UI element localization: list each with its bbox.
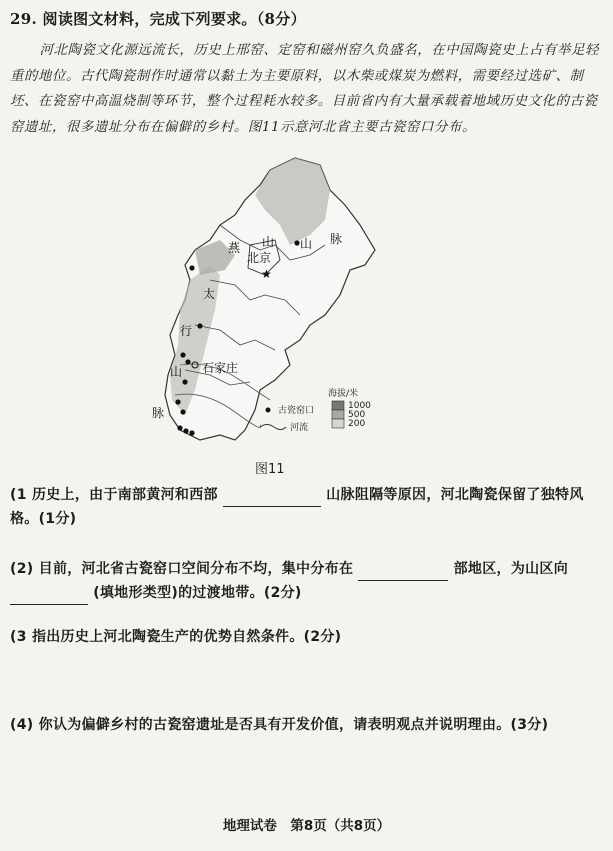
beijing-star: ★ <box>261 267 272 281</box>
sub-question-2-text-b: 部地区，为山区向 <box>453 561 569 577</box>
legend-elevation-title: 海拔/米 <box>328 389 359 399</box>
map-label-shan1: 山 <box>262 235 275 249</box>
question-number: 29. <box>10 10 37 28</box>
question-instruction: 阅读图文材料，完成下列要求。（8分） <box>42 10 306 28</box>
map-label-shan3: 山 <box>170 365 183 379</box>
sub-question-3-number: (3 <box>10 629 27 645</box>
map-label-beijing: 北京 <box>247 251 272 265</box>
sub-question-1 <box>10 483 600 531</box>
legend-kiln: 古瓷窑口 <box>278 406 315 416</box>
kiln-point <box>175 399 180 404</box>
answer-blank-1[interactable] <box>223 488 321 507</box>
answer-area-4[interactable] <box>10 742 600 802</box>
hebei-kiln-map <box>150 150 410 455</box>
map-label-shijiazhuang: 石家庄 <box>202 361 239 375</box>
answer-area-3[interactable] <box>10 652 600 702</box>
sub-question-3 <box>10 625 600 649</box>
map-label-xing: 行 <box>180 324 193 338</box>
sub-question-4 <box>10 713 600 737</box>
kiln-point <box>294 240 299 245</box>
map-label-mai: 脉 <box>330 232 343 246</box>
legend-1000: 1000 <box>348 401 371 411</box>
sub-question-4-number: (4) <box>10 717 34 733</box>
kiln-point <box>183 428 188 433</box>
map-legend <box>260 387 371 433</box>
sub-question-2-text-c: (填地形类型)的过渡地带。(2分) <box>93 585 302 601</box>
sub-question-2 <box>10 557 600 605</box>
map-label-mai2: 脉 <box>152 406 165 420</box>
kiln-point <box>189 430 194 435</box>
map-label-yan: 燕 <box>228 241 241 255</box>
legend-500: 500 <box>348 410 366 420</box>
kiln-point <box>182 379 187 384</box>
sub-question-1-number: (1 <box>10 487 27 503</box>
figure-caption: 图11 <box>255 462 285 477</box>
sub-question-3-text-a: 指出历史上河北陶瓷生产的优势自然条件。(2分) <box>31 629 342 645</box>
page-footer: 地理试卷 第8页（共8页） <box>222 818 391 834</box>
kiln-point <box>180 352 185 357</box>
map-label-tai: 太 <box>203 287 216 301</box>
sub-question-2-number: (2) <box>10 561 34 577</box>
map-svg <box>150 150 410 455</box>
sub-question-1-text-b: 山脉阻隔等原因，河北陶瓷保留了独特风格。(1分) <box>10 487 584 527</box>
legend-river: 河流 <box>290 423 309 433</box>
map-label-shan2: 山 <box>300 237 313 251</box>
sub-question-1-text-a: 历史上，由于南部黄河和西部 <box>31 487 218 503</box>
answer-blank-2[interactable] <box>358 562 448 581</box>
kiln-point <box>180 409 185 414</box>
question-passage: 河北陶瓷文化源远流长，历史上邢窑、定窑和磁州窑久负盛名，在中国陶瓷史上占有举足轻重的地位。古代陶瓷制作时通常以黏土为主要原料，以木柴或煤炭为燃料，需要经过选矿、制坯、在瓷窑中高温烧制等环节，整个过程耗水较多。目前省内有大量承载着地域历史文化的古瓷窑遗址，很多遗址分布在偏僻的乡村。图11示意河北省主要古瓷窑口分布。 <box>10 43 600 135</box>
kiln-point <box>197 323 202 328</box>
answer-blank-3[interactable] <box>10 586 88 605</box>
sub-question-4-text-a: 你认为偏僻乡村的古瓷窑遗址是否具有开发价值，请表明观点并说明理由。(3分) <box>38 717 549 733</box>
kiln-point <box>185 359 190 364</box>
kiln-point <box>189 265 194 270</box>
question-header <box>10 8 605 29</box>
sub-question-2-text-a: 目前，河北省古瓷窑口空间分布不均，集中分布在 <box>38 561 354 577</box>
legend-200: 200 <box>348 419 366 429</box>
kiln-point <box>177 425 182 430</box>
